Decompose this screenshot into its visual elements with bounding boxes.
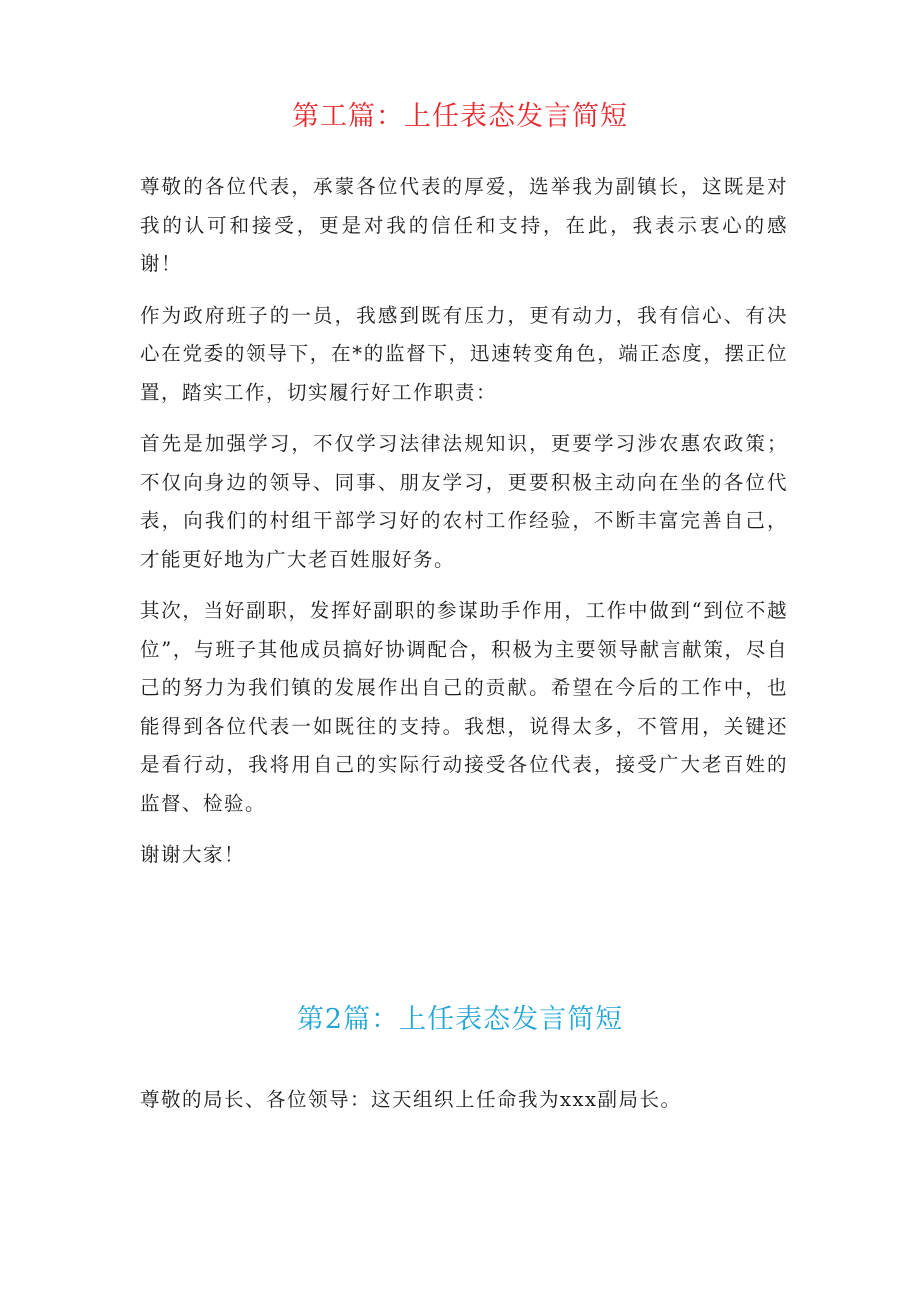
paragraph: 尊敬的局长、各位领导：这天组织上任命我为xxx副局长。: [140, 1088, 682, 1111]
paragraph: 作为政府班子的一员，我感到既有压力，更有动力，我有信心、有决心在党委的领导下，在*的监督下，迅速转变角色，端正态度，摆正位置，踏实工作，切实履行好工作职责：: [140, 303, 788, 404]
section-2-body: [140, 1081, 788, 1133]
paragraph: 首先是加强学习，不仅学习法律法规知识，更要学习涉农惠农政策；不仅向身边的领导、同事、朋友学习，更要积极主动向在坐的各位代表，向我们的村组干部学习好的农村工作经验，不断丰富完善自己，才能更好地为广大老百姓服好务。: [140, 432, 788, 571]
section-2-title: 第2篇：上任表态发言简短: [296, 1004, 624, 1035]
paragraph: 尊敬的各位代表，承蒙各位代表的厚爱，选举我为副镇长，这既是对我的认可和接受，更是对我的信任和支持，在此，我表示衷心的感谢！: [140, 175, 788, 275]
section-1-title: 第工篇：上任表态发言简短: [292, 101, 628, 132]
section-1-body: [140, 168, 788, 888]
paragraph: 其次，当好副职，发挥好副职的参谋助手作用，工作中做到“到位不越位”，与班子其他成员搞好协调配合，积极为主要领导献言献策，尽自己的努力为我们镇的发展作出自己的贡献。希望在今后的工作中，也能得到各位代表一如既往的支持。我想，说得太多，不管用，关键还是看行动，我将用自己的实际行动接受各位代表，接受广大老百姓的监督、检验。: [140, 599, 788, 815]
paragraph: 谢谢大家！: [140, 843, 246, 866]
